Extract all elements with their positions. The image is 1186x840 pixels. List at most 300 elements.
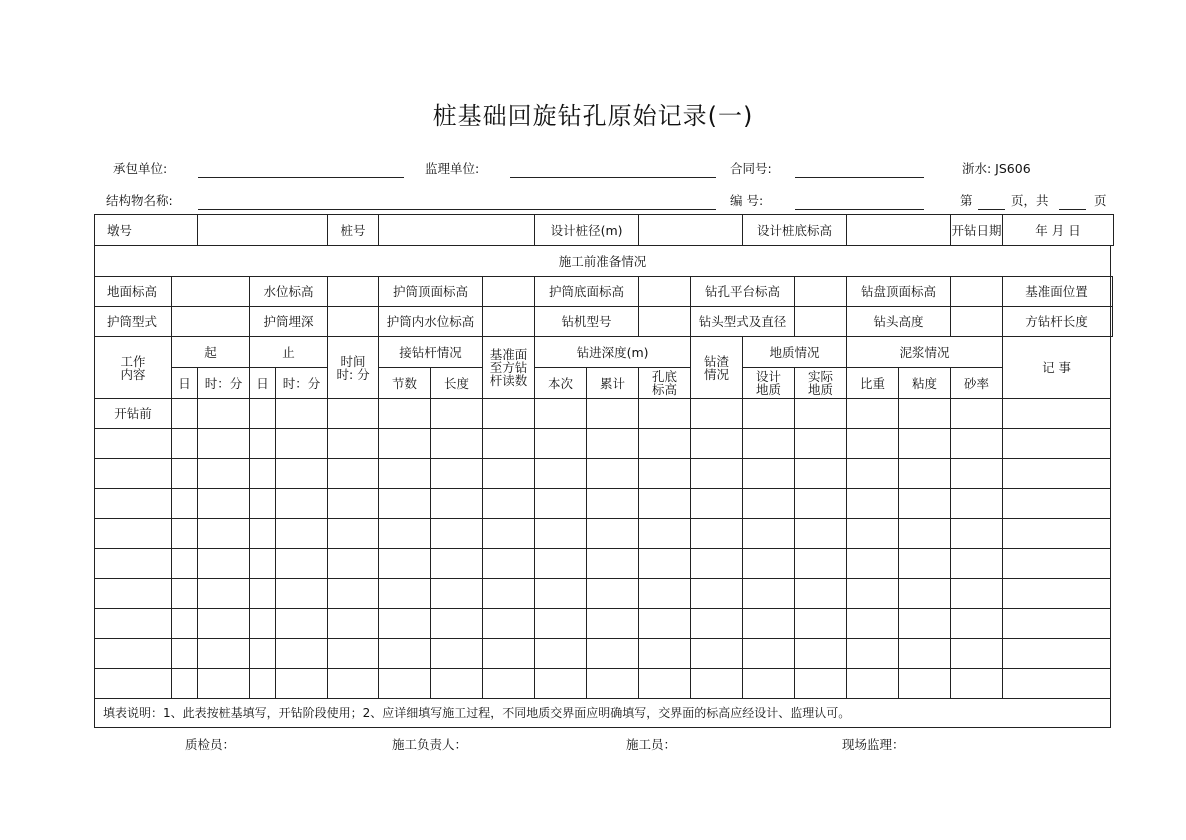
table-row bbox=[95, 489, 1114, 519]
cell[interactable] bbox=[743, 399, 795, 429]
cell[interactable] bbox=[743, 579, 795, 609]
cell[interactable] bbox=[276, 609, 328, 639]
cell[interactable] bbox=[250, 459, 276, 489]
cell[interactable] bbox=[795, 669, 847, 699]
prep-label: 钻盘顶面标高 bbox=[847, 277, 951, 307]
duration-line: 时间 bbox=[340, 353, 366, 369]
cell[interactable] bbox=[795, 399, 847, 429]
cell[interactable] bbox=[587, 549, 639, 579]
cell[interactable] bbox=[691, 519, 743, 549]
cell[interactable] bbox=[691, 549, 743, 579]
cell[interactable] bbox=[743, 489, 795, 519]
cuttings-line: 情况 bbox=[704, 366, 730, 382]
cell[interactable] bbox=[587, 429, 639, 459]
cell[interactable] bbox=[276, 579, 328, 609]
cell[interactable] bbox=[847, 639, 899, 669]
cell[interactable] bbox=[431, 579, 483, 609]
contract-no-label: 合同号: bbox=[730, 161, 772, 176]
cell[interactable] bbox=[899, 459, 951, 489]
cell[interactable] bbox=[795, 459, 847, 489]
table-row bbox=[95, 639, 1114, 669]
cell[interactable] bbox=[431, 429, 483, 459]
datum-header bbox=[483, 337, 535, 399]
cell[interactable] bbox=[483, 399, 535, 429]
cell[interactable] bbox=[483, 669, 535, 699]
cell[interactable] bbox=[276, 399, 328, 429]
cell[interactable] bbox=[483, 519, 535, 549]
cell[interactable] bbox=[1003, 399, 1111, 429]
pile-value[interactable] bbox=[379, 215, 535, 246]
cell[interactable] bbox=[743, 549, 795, 579]
cell[interactable] bbox=[691, 429, 743, 459]
worker-signature-label: 施工员： bbox=[626, 737, 677, 752]
cell[interactable] bbox=[328, 609, 379, 639]
cell[interactable] bbox=[639, 579, 691, 609]
cell[interactable] bbox=[250, 489, 276, 519]
cell[interactable] bbox=[795, 489, 847, 519]
table-row bbox=[95, 459, 1114, 489]
cell[interactable] bbox=[899, 549, 951, 579]
table-row bbox=[95, 399, 1114, 429]
prep-value[interactable] bbox=[328, 277, 379, 307]
cell[interactable] bbox=[847, 429, 899, 459]
cell[interactable] bbox=[535, 459, 587, 489]
cell[interactable] bbox=[899, 429, 951, 459]
cell[interactable] bbox=[276, 459, 328, 489]
prep-label: 护筒内水位标高 bbox=[379, 307, 483, 337]
cell[interactable] bbox=[379, 399, 431, 429]
cell[interactable] bbox=[1003, 459, 1111, 489]
cell[interactable] bbox=[899, 639, 951, 669]
datum-line: 杆读数 bbox=[489, 373, 528, 388]
cell[interactable] bbox=[587, 669, 639, 699]
this-time-header: 本次 bbox=[535, 368, 587, 399]
cell[interactable] bbox=[95, 639, 172, 669]
serial-no-field[interactable] bbox=[795, 209, 924, 210]
cell[interactable] bbox=[431, 549, 483, 579]
work-content-header bbox=[95, 337, 172, 399]
cell[interactable] bbox=[795, 639, 847, 669]
cell[interactable] bbox=[198, 609, 250, 639]
prep-section-title: 施工前准备情况 bbox=[95, 246, 1111, 277]
cell[interactable] bbox=[951, 549, 1003, 579]
contractor-field[interactable] bbox=[198, 177, 404, 178]
viscosity-header: 粘度 bbox=[899, 368, 951, 399]
cell[interactable] bbox=[847, 519, 899, 549]
prep-value[interactable] bbox=[639, 307, 691, 337]
geology-header: 地质情况 bbox=[743, 337, 847, 368]
cell[interactable] bbox=[847, 459, 899, 489]
cuttings-line: 钻渣 bbox=[704, 353, 730, 369]
sections-header: 节数 bbox=[379, 368, 431, 399]
cell[interactable] bbox=[795, 519, 847, 549]
pier-label: 墩号 bbox=[95, 215, 198, 246]
cell[interactable] bbox=[535, 429, 587, 459]
cell[interactable] bbox=[276, 429, 328, 459]
table-row bbox=[95, 519, 1114, 549]
prep-value[interactable] bbox=[172, 307, 250, 337]
cell[interactable] bbox=[379, 579, 431, 609]
cell[interactable] bbox=[379, 639, 431, 669]
cell[interactable] bbox=[483, 429, 535, 459]
table-row bbox=[95, 549, 1114, 579]
cuttings-header bbox=[691, 337, 743, 399]
cell[interactable] bbox=[899, 579, 951, 609]
cell[interactable] bbox=[198, 399, 250, 429]
cell[interactable] bbox=[951, 639, 1003, 669]
cell[interactable] bbox=[198, 489, 250, 519]
cell[interactable] bbox=[328, 519, 379, 549]
prep-value[interactable] bbox=[951, 277, 1003, 307]
cell[interactable] bbox=[639, 549, 691, 579]
cell[interactable] bbox=[639, 399, 691, 429]
duration-header bbox=[328, 337, 379, 399]
datum-line: 基准面 bbox=[489, 347, 528, 362]
table-row bbox=[95, 579, 1114, 609]
density-header: 比重 bbox=[847, 368, 899, 399]
cell[interactable] bbox=[535, 489, 587, 519]
prep-value[interactable] bbox=[483, 277, 535, 307]
prep-label: 水位标高 bbox=[250, 277, 328, 307]
stop-header: 止 bbox=[250, 337, 328, 368]
cell[interactable] bbox=[483, 549, 535, 579]
cell[interactable] bbox=[639, 429, 691, 459]
cell[interactable] bbox=[379, 669, 431, 699]
rod-header: 接钻杆情况 bbox=[379, 337, 483, 368]
cumulative-header: 累计 bbox=[587, 368, 639, 399]
page-total-field[interactable] bbox=[1059, 209, 1086, 210]
cell[interactable] bbox=[328, 579, 379, 609]
cell[interactable] bbox=[535, 399, 587, 429]
cell[interactable] bbox=[587, 639, 639, 669]
contract-no-field[interactable] bbox=[795, 177, 924, 178]
cell[interactable] bbox=[95, 459, 172, 489]
cell[interactable] bbox=[847, 489, 899, 519]
cell[interactable] bbox=[847, 579, 899, 609]
prep-label: 基准面位置 bbox=[1003, 277, 1111, 307]
cell[interactable] bbox=[639, 459, 691, 489]
hole-bottom-line: 标高 bbox=[652, 382, 678, 397]
hole-bottom-line: 孔底 bbox=[652, 369, 678, 384]
pier-value[interactable] bbox=[198, 215, 328, 246]
design-bottom-value[interactable] bbox=[847, 215, 951, 246]
fill-instructions: 填表说明：1、此表按桩基填写，开钻阶段使用；2、应详细填写施工过程，不同地质交界面应明确填写，交界面的标高应经设计、监理认可。 bbox=[95, 699, 1111, 728]
cell[interactable] bbox=[1003, 669, 1111, 699]
cell[interactable] bbox=[535, 549, 587, 579]
cell[interactable] bbox=[250, 399, 276, 429]
cell[interactable] bbox=[328, 399, 379, 429]
start-date-value[interactable]: 年 月 日 bbox=[1003, 215, 1114, 246]
prep-label: 钻机型号 bbox=[535, 307, 639, 337]
cell[interactable] bbox=[198, 459, 250, 489]
prep-label: 地面标高 bbox=[95, 277, 172, 307]
cell[interactable] bbox=[743, 459, 795, 489]
cell[interactable] bbox=[379, 459, 431, 489]
supervisor-label: 监理单位: bbox=[425, 161, 480, 176]
cell[interactable] bbox=[172, 639, 198, 669]
cell[interactable] bbox=[95, 669, 172, 699]
cell[interactable] bbox=[431, 519, 483, 549]
cell[interactable] bbox=[172, 429, 198, 459]
cell[interactable] bbox=[198, 639, 250, 669]
cell[interactable] bbox=[328, 459, 379, 489]
cell[interactable] bbox=[95, 579, 172, 609]
start-header: 起 bbox=[172, 337, 250, 368]
cell[interactable] bbox=[587, 519, 639, 549]
cell[interactable] bbox=[951, 399, 1003, 429]
serial-no-label: 编 号: bbox=[730, 193, 764, 208]
prep-label: 钻头型式及直径 bbox=[691, 307, 795, 337]
cell[interactable] bbox=[743, 519, 795, 549]
cell[interactable] bbox=[95, 429, 172, 459]
start-day-header: 日 bbox=[172, 368, 198, 399]
cell[interactable] bbox=[951, 459, 1003, 489]
notes-header: 记 事 bbox=[1003, 337, 1111, 399]
cell[interactable] bbox=[1003, 429, 1111, 459]
prep-value[interactable] bbox=[639, 277, 691, 307]
cell[interactable] bbox=[250, 669, 276, 699]
cell[interactable] bbox=[1003, 519, 1111, 549]
cell[interactable] bbox=[431, 639, 483, 669]
cell[interactable] bbox=[847, 549, 899, 579]
cell[interactable] bbox=[795, 579, 847, 609]
cell[interactable] bbox=[1003, 489, 1111, 519]
cell[interactable] bbox=[587, 489, 639, 519]
prep-label: 护筒型式 bbox=[95, 307, 172, 337]
cell[interactable] bbox=[276, 489, 328, 519]
form-code: 浙水: JS606 bbox=[962, 161, 1031, 176]
cell[interactable] bbox=[431, 399, 483, 429]
cell[interactable] bbox=[431, 609, 483, 639]
cell[interactable] bbox=[899, 489, 951, 519]
actual-geo-line: 实际 bbox=[808, 369, 834, 384]
cell[interactable] bbox=[431, 669, 483, 699]
start-date-label: 开钻日期 bbox=[951, 215, 1003, 246]
cell[interactable] bbox=[847, 669, 899, 699]
cell[interactable] bbox=[691, 489, 743, 519]
cell[interactable] bbox=[847, 399, 899, 429]
cell[interactable] bbox=[379, 519, 431, 549]
actual-geo-header bbox=[795, 368, 847, 399]
cell[interactable] bbox=[172, 549, 198, 579]
cell[interactable] bbox=[951, 669, 1003, 699]
prep-label: 护筒埋深 bbox=[250, 307, 328, 337]
cell[interactable] bbox=[1003, 549, 1111, 579]
cell[interactable] bbox=[691, 459, 743, 489]
cell[interactable] bbox=[172, 519, 198, 549]
duration-line: 时: 分 bbox=[336, 366, 370, 382]
cell[interactable] bbox=[743, 609, 795, 639]
cell[interactable] bbox=[795, 609, 847, 639]
cell[interactable] bbox=[847, 609, 899, 639]
cell[interactable] bbox=[587, 579, 639, 609]
prep-value[interactable] bbox=[172, 277, 250, 307]
cell[interactable] bbox=[95, 549, 172, 579]
cell[interactable] bbox=[535, 579, 587, 609]
prep-value[interactable] bbox=[1111, 307, 1112, 337]
cell[interactable] bbox=[691, 399, 743, 429]
table-row bbox=[95, 669, 1114, 699]
cell[interactable] bbox=[795, 549, 847, 579]
cell[interactable] bbox=[587, 459, 639, 489]
cell[interactable] bbox=[172, 459, 198, 489]
cell[interactable] bbox=[95, 519, 172, 549]
cell[interactable] bbox=[639, 609, 691, 639]
cell[interactable] bbox=[483, 489, 535, 519]
prep-label: 方钻杆长度 bbox=[1003, 307, 1111, 337]
cell[interactable] bbox=[172, 609, 198, 639]
cell[interactable] bbox=[172, 669, 198, 699]
supervisor-field[interactable] bbox=[510, 177, 716, 178]
cell[interactable] bbox=[198, 519, 250, 549]
first-row-label: 开钻前 bbox=[95, 399, 172, 429]
cell[interactable] bbox=[198, 669, 250, 699]
structure-name-label: 结构物名称: bbox=[106, 193, 173, 208]
cell[interactable] bbox=[328, 669, 379, 699]
page-number-field[interactable] bbox=[978, 209, 1005, 210]
page-prefix: 第 bbox=[960, 193, 973, 208]
qc-signature-label: 质检员： bbox=[185, 737, 236, 752]
cell[interactable] bbox=[379, 549, 431, 579]
cell[interactable] bbox=[483, 639, 535, 669]
length-header: 长度 bbox=[431, 368, 483, 399]
work-content-line: 工作 bbox=[120, 353, 146, 369]
record-table bbox=[94, 214, 1114, 728]
prep-label: 钻头高度 bbox=[847, 307, 951, 337]
cell[interactable] bbox=[899, 399, 951, 429]
cell[interactable] bbox=[951, 579, 1003, 609]
cell[interactable] bbox=[172, 399, 198, 429]
cell[interactable] bbox=[1003, 639, 1111, 669]
cell[interactable] bbox=[328, 489, 379, 519]
cell[interactable] bbox=[691, 639, 743, 669]
cell[interactable] bbox=[951, 429, 1003, 459]
table-row bbox=[95, 429, 1114, 459]
cell[interactable] bbox=[691, 669, 743, 699]
cell[interactable] bbox=[431, 459, 483, 489]
cell[interactable] bbox=[328, 639, 379, 669]
datum-line: 至方钻 bbox=[489, 360, 528, 375]
cell[interactable] bbox=[691, 579, 743, 609]
cell[interactable] bbox=[639, 489, 691, 519]
cell[interactable] bbox=[250, 549, 276, 579]
prep-value[interactable] bbox=[483, 307, 535, 337]
cell[interactable] bbox=[172, 489, 198, 519]
page-suffix: 页 bbox=[1094, 193, 1107, 208]
cell[interactable] bbox=[587, 399, 639, 429]
cell[interactable] bbox=[535, 639, 587, 669]
cell[interactable] bbox=[250, 639, 276, 669]
contractor-label: 承包单位: bbox=[113, 161, 168, 176]
prep-value[interactable] bbox=[795, 307, 847, 337]
hole-bottom-header bbox=[639, 368, 691, 399]
cell[interactable] bbox=[743, 669, 795, 699]
cell[interactable] bbox=[328, 549, 379, 579]
cell[interactable] bbox=[198, 549, 250, 579]
cell[interactable] bbox=[250, 519, 276, 549]
design-geo-header bbox=[743, 368, 795, 399]
prep-label: 钻孔平台标高 bbox=[691, 277, 795, 307]
prep-value[interactable] bbox=[328, 307, 379, 337]
cell[interactable] bbox=[379, 609, 431, 639]
sand-header: 砂率 bbox=[951, 368, 1003, 399]
cell[interactable] bbox=[250, 429, 276, 459]
cell[interactable] bbox=[431, 489, 483, 519]
prep-value[interactable] bbox=[795, 277, 847, 307]
cell[interactable] bbox=[95, 489, 172, 519]
prep-label: 护筒顶面标高 bbox=[379, 277, 483, 307]
mud-header: 泥浆情况 bbox=[847, 337, 1003, 368]
cell[interactable] bbox=[250, 579, 276, 609]
cell[interactable] bbox=[795, 429, 847, 459]
design-diameter-value[interactable] bbox=[639, 215, 743, 246]
work-content-line: 内容 bbox=[120, 366, 146, 382]
prep-value[interactable] bbox=[1111, 277, 1112, 307]
depth-header: 钻进深度(m) bbox=[535, 337, 691, 368]
cell[interactable] bbox=[535, 609, 587, 639]
prep-value[interactable] bbox=[951, 307, 1003, 337]
cell[interactable] bbox=[276, 639, 328, 669]
cell[interactable] bbox=[951, 609, 1003, 639]
stop-day-header: 日 bbox=[250, 368, 276, 399]
pile-label: 桩号 bbox=[328, 215, 379, 246]
cell[interactable] bbox=[899, 519, 951, 549]
design-diameter-label: 设计桩径(m) bbox=[535, 215, 639, 246]
cell[interactable] bbox=[379, 429, 431, 459]
cell[interactable] bbox=[743, 639, 795, 669]
cell[interactable] bbox=[198, 579, 250, 609]
cell[interactable] bbox=[951, 489, 1003, 519]
cell[interactable] bbox=[95, 609, 172, 639]
cell[interactable] bbox=[483, 579, 535, 609]
site-supervisor-signature-label: 现场监理： bbox=[842, 737, 905, 752]
cell[interactable] bbox=[483, 459, 535, 489]
cell[interactable] bbox=[535, 669, 587, 699]
cell[interactable] bbox=[899, 609, 951, 639]
lead-signature-label: 施工负责人： bbox=[392, 737, 468, 752]
cell[interactable] bbox=[899, 669, 951, 699]
prep-label: 护筒底面标高 bbox=[535, 277, 639, 307]
cell[interactable] bbox=[276, 669, 328, 699]
cell[interactable] bbox=[535, 519, 587, 549]
cell[interactable] bbox=[328, 429, 379, 459]
cell[interactable] bbox=[639, 639, 691, 669]
cell[interactable] bbox=[639, 669, 691, 699]
design-bottom-label: 设计桩底标高 bbox=[743, 215, 847, 246]
cell[interactable] bbox=[276, 519, 328, 549]
cell[interactable] bbox=[951, 519, 1003, 549]
cell[interactable] bbox=[250, 609, 276, 639]
design-geo-line: 设计 bbox=[756, 369, 782, 384]
cell[interactable] bbox=[379, 489, 431, 519]
cell[interactable] bbox=[198, 429, 250, 459]
cell[interactable] bbox=[276, 549, 328, 579]
start-time-header: 时：分 bbox=[198, 368, 250, 399]
cell[interactable] bbox=[1003, 609, 1111, 639]
cell[interactable] bbox=[483, 609, 535, 639]
structure-name-field[interactable] bbox=[198, 209, 716, 210]
design-geo-line: 地质 bbox=[756, 382, 782, 397]
cell[interactable] bbox=[587, 609, 639, 639]
cell[interactable] bbox=[1003, 579, 1111, 609]
cell[interactable] bbox=[743, 429, 795, 459]
table-row bbox=[95, 609, 1114, 639]
cell[interactable] bbox=[172, 579, 198, 609]
cell[interactable] bbox=[691, 609, 743, 639]
cell[interactable] bbox=[639, 519, 691, 549]
stop-time-header: 时：分 bbox=[276, 368, 328, 399]
form-title: 桩基础回旋钻孔原始记录(一) bbox=[432, 102, 754, 130]
